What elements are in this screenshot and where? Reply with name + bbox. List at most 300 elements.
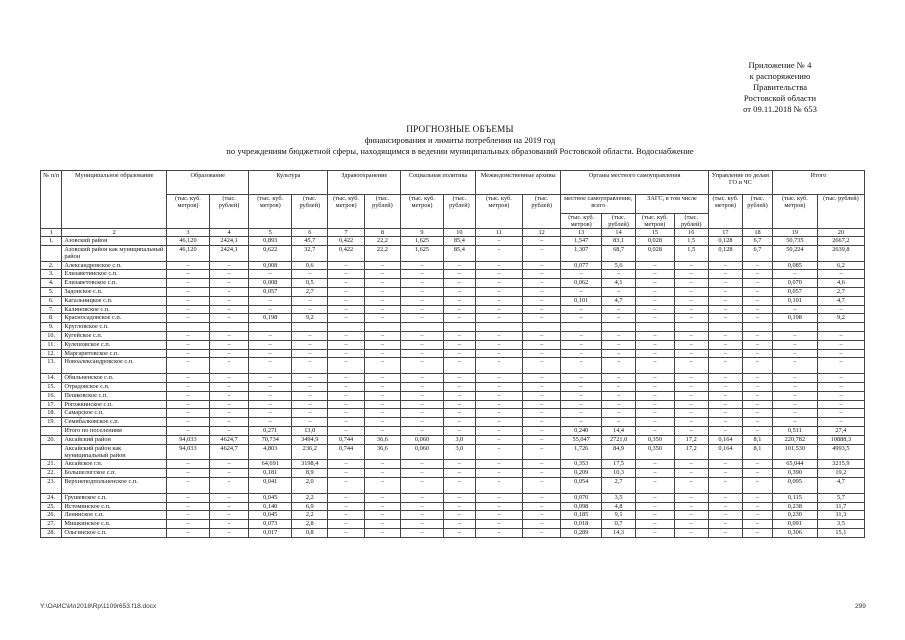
- table-cell: 0,238: [772, 502, 817, 511]
- column-number: 19: [772, 229, 817, 237]
- table-cell: –: [743, 296, 773, 305]
- table-cell: –: [772, 382, 817, 391]
- table-cell: 9,1: [601, 511, 635, 520]
- table-cell: –: [817, 270, 864, 279]
- table-cell: 4624,7: [209, 435, 249, 444]
- table-cell: 14,4: [601, 426, 635, 435]
- table-cell: 55,047: [561, 435, 602, 444]
- table-cell: –: [401, 469, 444, 478]
- table-cell: 0,128: [708, 245, 742, 261]
- table-cell: –: [401, 331, 444, 340]
- column-number: 10: [443, 229, 475, 237]
- table-cell: –: [209, 287, 249, 296]
- table-cell: 3198,4: [292, 460, 328, 469]
- table-cell: 0,054: [561, 477, 602, 493]
- table-cell: 17,5: [601, 460, 635, 469]
- table-cell: –: [401, 261, 444, 270]
- column-number: 16: [674, 229, 708, 237]
- table-cell: 2,8: [292, 520, 328, 529]
- table-cell: –: [364, 270, 400, 279]
- table-row: [41, 528, 865, 537]
- table-cell: 11,7: [817, 502, 864, 511]
- table-cell: –: [522, 287, 560, 296]
- table-cell: –: [292, 391, 328, 400]
- table-cell: 6,7: [743, 237, 773, 246]
- municipality-name: Обильненское с.п.: [62, 374, 167, 383]
- table-cell: –: [209, 418, 249, 427]
- table-cell: –: [328, 520, 364, 529]
- table-cell: [443, 323, 475, 332]
- table-cell: –: [674, 528, 708, 537]
- unit-volume: (тыс. куб. метров): [249, 195, 292, 229]
- table-cell: –: [708, 296, 742, 305]
- table-cell: –: [636, 314, 674, 323]
- table-cell: 3215,9: [817, 460, 864, 469]
- table-cell: 9,2: [292, 314, 328, 323]
- table-cell: 0,744: [328, 444, 364, 460]
- table-cell: –: [772, 349, 817, 358]
- table-cell: –: [674, 477, 708, 493]
- table-cell: 4993,5: [817, 444, 864, 460]
- unit-volume: (тыс. куб. метров): [561, 214, 602, 229]
- table-cell: –: [209, 477, 249, 493]
- table-cell: 27,4: [817, 426, 864, 435]
- table-cell: –: [443, 409, 475, 418]
- table-row: [41, 460, 865, 469]
- table-cell: –: [209, 374, 249, 383]
- table-cell: –: [522, 469, 560, 478]
- table-cell: [522, 323, 560, 332]
- table-cell: –: [674, 493, 708, 502]
- table-cell: –: [167, 502, 210, 511]
- table-cell: 6,2: [817, 261, 864, 270]
- row-number: 16.: [41, 391, 62, 400]
- table-cell: –: [209, 349, 249, 358]
- table-cell: 85,4: [443, 245, 475, 261]
- table-cell: –: [601, 287, 635, 296]
- table-cell: –: [522, 331, 560, 340]
- page-number: 299: [855, 603, 866, 610]
- table-cell: –: [475, 426, 522, 435]
- table-cell: –: [364, 493, 400, 502]
- header-num: № п/п: [41, 171, 62, 229]
- table-cell: –: [167, 426, 210, 435]
- municipality-name: Азовский район как муниципальный район: [62, 245, 167, 261]
- table-cell: –: [475, 245, 522, 261]
- table-cell: 0,140: [249, 502, 292, 511]
- table-cell: 0,164: [708, 444, 742, 460]
- table-cell: –: [674, 279, 708, 288]
- table-cell: –: [708, 520, 742, 529]
- table-cell: –: [674, 520, 708, 529]
- table-cell: –: [209, 391, 249, 400]
- row-number: 28.: [41, 528, 62, 537]
- table-cell: 0,185: [561, 511, 602, 520]
- header-municipality: Муниципальное образование: [62, 171, 167, 229]
- table-cell: [743, 323, 773, 332]
- header-social: Социальная политика: [401, 171, 476, 195]
- table-cell: –: [167, 460, 210, 469]
- table-row: [41, 493, 865, 502]
- table-cell: –: [167, 400, 210, 409]
- table-cell: –: [475, 409, 522, 418]
- table-cell: 50,224: [772, 245, 817, 261]
- row-number: 4.: [41, 279, 62, 288]
- table-cell: –: [561, 391, 602, 400]
- table-cell: –: [328, 279, 364, 288]
- table-cell: –: [167, 493, 210, 502]
- table-cell: –: [743, 400, 773, 409]
- table-cell: –: [475, 418, 522, 427]
- table-cell: 0,511: [772, 426, 817, 435]
- table-cell: –: [817, 358, 864, 374]
- table-row: [41, 469, 865, 478]
- table-cell: 6,9: [292, 502, 328, 511]
- table-cell: –: [209, 358, 249, 374]
- table-cell: –: [401, 520, 444, 529]
- table-cell: –: [708, 340, 742, 349]
- table-cell: 2424,1: [209, 245, 249, 261]
- column-number-row: [41, 229, 865, 237]
- table-cell: –: [328, 270, 364, 279]
- table-cell: –: [743, 382, 773, 391]
- table-cell: –: [636, 296, 674, 305]
- table-cell: –: [674, 261, 708, 270]
- table-cell: –: [167, 296, 210, 305]
- municipality-name: Рогожкинское с.п.: [62, 400, 167, 409]
- table-cell: [328, 323, 364, 332]
- appendix-line: к распоряжению: [749, 71, 811, 81]
- table-cell: 0,240: [561, 426, 602, 435]
- column-number: 4: [209, 229, 249, 237]
- table-cell: –: [601, 305, 635, 314]
- table-cell: 0,008: [249, 261, 292, 270]
- table-cell: –: [364, 528, 400, 537]
- table-cell: –: [708, 314, 742, 323]
- table-cell: 0,422: [328, 245, 364, 261]
- table-cell: –: [674, 314, 708, 323]
- table-cell: 0,353: [561, 460, 602, 469]
- table-cell: –: [364, 305, 400, 314]
- table-cell: –: [443, 261, 475, 270]
- table-cell: –: [209, 502, 249, 511]
- column-number: 7: [328, 229, 364, 237]
- table-cell: 13,0: [292, 426, 328, 435]
- table-cell: –: [401, 358, 444, 374]
- table-cell: –: [522, 477, 560, 493]
- row-number: [41, 245, 62, 261]
- table-cell: –: [328, 340, 364, 349]
- table-cell: –: [364, 460, 400, 469]
- table-cell: [475, 323, 522, 332]
- table-cell: 101,530: [772, 444, 817, 460]
- municipality-name: Новоалександровское с.п.: [62, 358, 167, 374]
- municipality-name: Елизаветинское с.п.: [62, 270, 167, 279]
- table-cell: 4,7: [817, 477, 864, 493]
- table-cell: –: [674, 418, 708, 427]
- table-cell: –: [292, 409, 328, 418]
- column-number: 3: [167, 229, 210, 237]
- table-cell: –: [708, 409, 742, 418]
- table-cell: –: [209, 340, 249, 349]
- table-cell: –: [443, 528, 475, 537]
- table-cell: –: [401, 418, 444, 427]
- table-cell: 0,7: [601, 520, 635, 529]
- table-cell: 45,7: [292, 237, 328, 246]
- table-cell: –: [209, 270, 249, 279]
- table-row: [41, 245, 865, 261]
- table-cell: 4,1: [601, 279, 635, 288]
- table-cell: 0,095: [772, 477, 817, 493]
- column-number: 2: [62, 229, 167, 237]
- municipality-name: Красносадовское с.п.: [62, 314, 167, 323]
- table-cell: –: [401, 279, 444, 288]
- table-cell: 4,7: [817, 296, 864, 305]
- table-cell: 0,422: [328, 237, 364, 246]
- table-cell: –: [401, 460, 444, 469]
- table-cell: 1,307: [561, 245, 602, 261]
- table-cell: –: [561, 331, 602, 340]
- table-cell: 5,7: [817, 493, 864, 502]
- table-cell: –: [522, 426, 560, 435]
- table-cell: –: [708, 477, 742, 493]
- table-cell: –: [708, 511, 742, 520]
- table-cell: –: [561, 340, 602, 349]
- table-cell: –: [443, 279, 475, 288]
- table-cell: –: [249, 418, 292, 427]
- table-cell: –: [328, 374, 364, 383]
- table-cell: –: [743, 409, 773, 418]
- table-cell: 0,098: [561, 502, 602, 511]
- table-cell: –: [167, 349, 210, 358]
- table-row: [41, 270, 865, 279]
- table-cell: 9,2: [817, 314, 864, 323]
- table-cell: –: [249, 358, 292, 374]
- table-row: [41, 382, 865, 391]
- table-cell: 0,181: [249, 469, 292, 478]
- table-cell: 5,6: [601, 261, 635, 270]
- table-cell: –: [561, 305, 602, 314]
- table-cell: –: [475, 305, 522, 314]
- table-cell: 1,726: [561, 444, 602, 460]
- table-cell: 0,041: [249, 477, 292, 493]
- table-cell: –: [708, 349, 742, 358]
- table-cell: –: [601, 400, 635, 409]
- table-cell: –: [708, 469, 742, 478]
- table-cell: –: [328, 418, 364, 427]
- row-number: 17.: [41, 400, 62, 409]
- table-cell: –: [674, 270, 708, 279]
- table-cell: –: [561, 349, 602, 358]
- table-cell: 19,2: [817, 469, 864, 478]
- table-cell: 0,028: [636, 237, 674, 246]
- table-cell: –: [708, 287, 742, 296]
- table-cell: –: [249, 374, 292, 383]
- column-number: 17: [708, 229, 742, 237]
- column-number: 5: [249, 229, 292, 237]
- table-cell: 1,5: [674, 237, 708, 246]
- table-cell: 3,5: [601, 493, 635, 502]
- water-supply-table: [40, 170, 865, 538]
- table-cell: –: [708, 418, 742, 427]
- table-cell: –: [401, 502, 444, 511]
- table-row: [41, 305, 865, 314]
- table-cell: –: [743, 374, 773, 383]
- table-row: [41, 511, 865, 520]
- table-cell: –: [167, 391, 210, 400]
- table-cell: –: [772, 391, 817, 400]
- table-cell: –: [674, 400, 708, 409]
- row-number: 7.: [41, 305, 62, 314]
- municipality-name: Елизаветовское с.п.: [62, 279, 167, 288]
- table-cell: –: [167, 279, 210, 288]
- table-cell: –: [708, 305, 742, 314]
- table-cell: –: [743, 520, 773, 529]
- table-cell: –: [743, 358, 773, 374]
- table-cell: –: [209, 331, 249, 340]
- table-cell: –: [522, 493, 560, 502]
- table-cell: 36,6: [364, 444, 400, 460]
- table-cell: –: [443, 418, 475, 427]
- municipality-name: Отрадовское с.п.: [62, 382, 167, 391]
- table-cell: –: [292, 305, 328, 314]
- table-cell: –: [475, 502, 522, 511]
- table-cell: –: [167, 382, 210, 391]
- table-cell: 1,5: [674, 245, 708, 261]
- table-cell: –: [636, 382, 674, 391]
- table-cell: –: [401, 400, 444, 409]
- table-cell: –: [249, 391, 292, 400]
- row-number: 15.: [41, 382, 62, 391]
- table-cell: –: [443, 426, 475, 435]
- table-cell: –: [674, 502, 708, 511]
- table-cell: 6,7: [743, 245, 773, 261]
- table-cell: –: [249, 400, 292, 409]
- row-number: 26.: [41, 511, 62, 520]
- table-cell: –: [601, 358, 635, 374]
- table-cell: –: [561, 418, 602, 427]
- table-cell: [817, 323, 864, 332]
- row-number: 21.: [41, 460, 62, 469]
- table-cell: –: [636, 460, 674, 469]
- table-cell: –: [475, 477, 522, 493]
- table-cell: 14,3: [601, 528, 635, 537]
- table-row: [41, 374, 865, 383]
- table-cell: –: [522, 349, 560, 358]
- table-cell: 10,3: [601, 469, 635, 478]
- row-number: 2.: [41, 261, 62, 270]
- table-cell: 0,622: [249, 245, 292, 261]
- table-cell: –: [475, 520, 522, 529]
- municipality-name: Ольгинское с.п.: [62, 528, 167, 537]
- municipality-name: Александровское с.п.: [62, 261, 167, 270]
- table-cell: –: [209, 305, 249, 314]
- table-cell: –: [249, 270, 292, 279]
- table-cell: 0,128: [708, 237, 742, 246]
- table-cell: –: [328, 261, 364, 270]
- table-cell: 3,0: [443, 444, 475, 460]
- table-cell: –: [522, 296, 560, 305]
- table-cell: [167, 323, 210, 332]
- table-cell: –: [475, 391, 522, 400]
- table-cell: 2,2: [292, 511, 328, 520]
- table-cell: –: [209, 469, 249, 478]
- table-cell: –: [443, 493, 475, 502]
- table-cell: –: [743, 287, 773, 296]
- table-row: [41, 444, 865, 460]
- table-row: [41, 279, 865, 288]
- table-cell: –: [708, 279, 742, 288]
- municipality-name: Маргаритовское с.п.: [62, 349, 167, 358]
- table-cell: –: [561, 314, 602, 323]
- table-row: [41, 400, 865, 409]
- table-cell: –: [292, 400, 328, 409]
- table-cell: –: [443, 469, 475, 478]
- table-cell: 0,744: [328, 435, 364, 444]
- unit-rubles: (тыс. рублей): [674, 214, 708, 229]
- table-cell: 0,230: [772, 511, 817, 520]
- table-cell: –: [674, 409, 708, 418]
- unit-volume: (тыс. куб. метров): [772, 195, 817, 229]
- header-local-gov-all: местное самоуправление, всего: [561, 195, 636, 214]
- table-cell: –: [601, 391, 635, 400]
- table-cell: –: [401, 349, 444, 358]
- table-body: [41, 237, 865, 538]
- table-cell: –: [328, 287, 364, 296]
- table-cell: –: [708, 528, 742, 537]
- table-cell: –: [636, 426, 674, 435]
- table-cell: –: [636, 469, 674, 478]
- table-cell: –: [522, 511, 560, 520]
- table-cell: 2424,1: [209, 237, 249, 246]
- table-cell: –: [674, 511, 708, 520]
- table-row: [41, 287, 865, 296]
- table-cell: –: [209, 493, 249, 502]
- table-cell: –: [209, 296, 249, 305]
- table-cell: –: [292, 418, 328, 427]
- table-cell: –: [292, 349, 328, 358]
- table-cell: –: [636, 418, 674, 427]
- appendix-line: Приложение № 4: [748, 60, 812, 70]
- header-health: Здравоохранение: [328, 171, 401, 195]
- row-number: 11.: [41, 340, 62, 349]
- table-cell: [772, 323, 817, 332]
- table-cell: –: [743, 493, 773, 502]
- row-number: 3.: [41, 270, 62, 279]
- table-cell: –: [674, 460, 708, 469]
- table-cell: –: [636, 261, 674, 270]
- table-cell: –: [364, 400, 400, 409]
- table-cell: –: [522, 261, 560, 270]
- table-cell: –: [772, 358, 817, 374]
- table-cell: –: [209, 511, 249, 520]
- table-cell: 8,9: [292, 469, 328, 478]
- table-cell: 0,057: [249, 287, 292, 296]
- table-cell: –: [475, 296, 522, 305]
- table-cell: –: [522, 460, 560, 469]
- table-cell: –: [708, 374, 742, 383]
- unit-volume: (тыс. куб. метров): [167, 195, 210, 229]
- table-cell: –: [708, 426, 742, 435]
- column-number: 20: [817, 229, 864, 237]
- table-cell: –: [743, 502, 773, 511]
- file-path: Y:\ОАИС\Ил2018\Rp\1109r653.f18.docx: [40, 603, 157, 610]
- table-cell: –: [292, 270, 328, 279]
- table-cell: –: [328, 382, 364, 391]
- table-cell: –: [401, 528, 444, 537]
- table-cell: –: [636, 270, 674, 279]
- table-cell: –: [636, 305, 674, 314]
